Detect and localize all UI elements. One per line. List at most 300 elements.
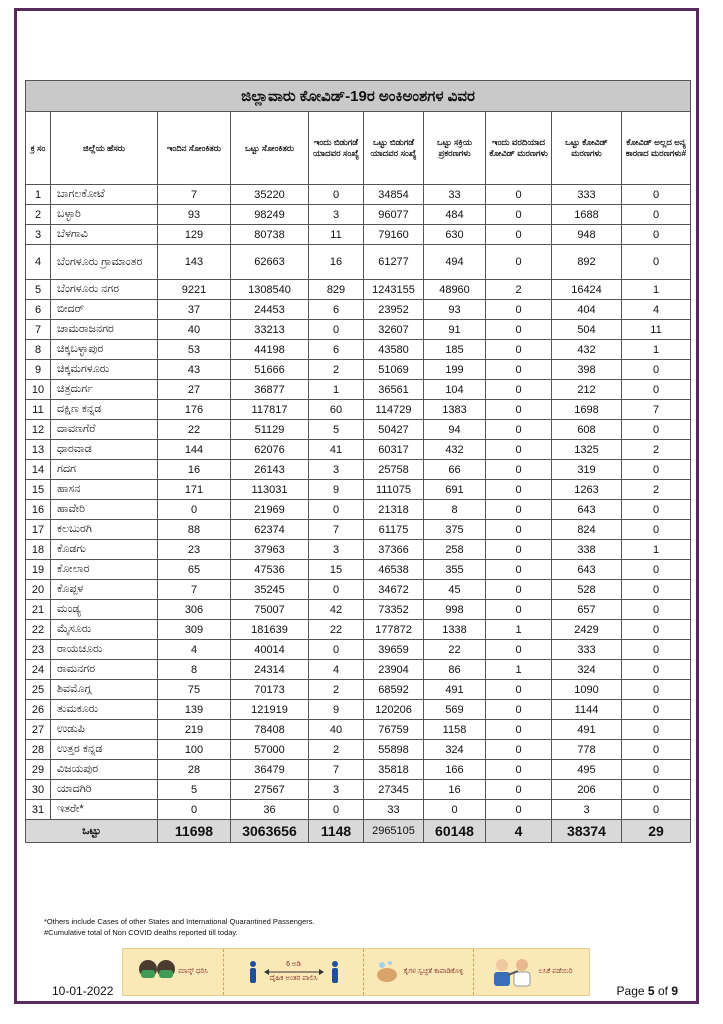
table-cell: 117817	[231, 400, 309, 420]
district-name-cell: ಕಲಬುರಗಿ	[51, 520, 158, 540]
table-cell: 0	[622, 680, 691, 700]
column-header: ಕೋವಿಡ್ ಅಲ್ಲದ ಅನ್ಯ ಕಾರಣದ ಮರಣಗಳು#	[622, 112, 691, 185]
table-cell: 62076	[231, 440, 309, 460]
table-cell: 33	[364, 800, 424, 820]
table-cell: 20	[26, 580, 51, 600]
table-cell: 1	[309, 380, 364, 400]
page-total: 9	[671, 984, 678, 998]
table-cell: 27	[158, 380, 231, 400]
table-cell: 26143	[231, 460, 309, 480]
distance-text: ದೈಹಿಕ ಅಂತರ ಪಾಲಿಸಿ	[269, 975, 318, 982]
table-cell: 28	[26, 740, 51, 760]
district-name-cell: ಯಾದಗಿರಿ	[51, 780, 158, 800]
table-cell: 0	[486, 520, 552, 540]
page-number	[617, 984, 678, 998]
table-cell: 3	[309, 780, 364, 800]
table-row	[26, 280, 691, 300]
table-cell: 1308540	[231, 280, 309, 300]
table-row	[26, 360, 691, 380]
table-cell: 0	[622, 740, 691, 760]
table-cell: 824	[552, 520, 622, 540]
table-cell: 7	[26, 320, 51, 340]
district-name-cell: ಬೆಳಗಾವಿ	[51, 225, 158, 245]
total-cell: 60148	[424, 820, 486, 843]
table-cell: 100	[158, 740, 231, 760]
district-name-cell: ಉಡುಪಿ	[51, 720, 158, 740]
table-cell: 9	[26, 360, 51, 380]
table-cell: 0	[309, 580, 364, 600]
table-cell: 50427	[364, 420, 424, 440]
table-cell: 23904	[364, 660, 424, 680]
table-cell: 40	[158, 320, 231, 340]
table-cell: 2	[26, 205, 51, 225]
district-name-cell: ರಾಮನಗರ	[51, 660, 158, 680]
table-cell: 4	[622, 300, 691, 320]
hands-text: ಕೈಗಳ ಸ್ವಚ್ಛತೆ ಕಾಪಾಡಿಕೊಳ್ಳಿ	[403, 968, 464, 975]
table-cell: 1263	[552, 480, 622, 500]
table-cell: 309	[158, 620, 231, 640]
column-header: ಕ್ರ ಸಂ	[26, 112, 51, 185]
table-cell: 0	[486, 460, 552, 480]
table-cell: 0	[486, 440, 552, 460]
table-cell: 93	[424, 300, 486, 320]
table-cell: 171	[158, 480, 231, 500]
table-row	[26, 520, 691, 540]
table-cell: 5	[26, 280, 51, 300]
district-name-cell: ಧಾರವಾಡ	[51, 440, 158, 460]
district-name-cell: ಹಾಸನ	[51, 480, 158, 500]
table-cell: 404	[552, 300, 622, 320]
table-cell: 21	[26, 600, 51, 620]
table-cell: 333	[552, 640, 622, 660]
table-cell: 3	[309, 205, 364, 225]
table-cell: 96077	[364, 205, 424, 225]
table-row	[26, 480, 691, 500]
district-name-cell: ವಿಜಯಪುರ	[51, 760, 158, 780]
table-cell: 40	[309, 720, 364, 740]
district-name-cell: ಚಿತ್ರದುರ್ಗ	[51, 380, 158, 400]
table-cell: 65	[158, 560, 231, 580]
person-icon	[330, 960, 340, 984]
table-cell: 3	[552, 800, 622, 820]
district-name-cell: ದಕ್ಷಿಣ ಕನ್ನಡ	[51, 400, 158, 420]
table-cell: 181639	[231, 620, 309, 640]
table-cell: 33213	[231, 320, 309, 340]
table-cell: 104	[424, 380, 486, 400]
table-cell: 8	[424, 500, 486, 520]
table-cell: 0	[486, 340, 552, 360]
column-header: ಇಂದು ಬಿಡುಗಡೆ ಯಾದವರ ಸಂಖ್ಯೆ	[309, 112, 364, 185]
table-cell: 643	[552, 560, 622, 580]
table-cell: 504	[552, 320, 622, 340]
table-cell: 0	[486, 320, 552, 340]
table-cell: 51069	[364, 360, 424, 380]
table-row	[26, 760, 691, 780]
table-cell: 51129	[231, 420, 309, 440]
table-cell: 333	[552, 185, 622, 205]
table-cell: 0	[622, 460, 691, 480]
table-cell: 0	[622, 620, 691, 640]
table-cell: 7	[622, 400, 691, 420]
table-body	[26, 185, 691, 820]
table-row	[26, 460, 691, 480]
table-cell: 0	[486, 680, 552, 700]
table-cell: 177872	[364, 620, 424, 640]
table-cell: 0	[486, 245, 552, 280]
table-cell: 355	[424, 560, 486, 580]
table-cell: 62374	[231, 520, 309, 540]
district-covid-table	[25, 80, 691, 843]
table-cell: 22	[424, 640, 486, 660]
table-cell: 26	[26, 700, 51, 720]
table-cell: 0	[486, 800, 552, 820]
table-cell: 630	[424, 225, 486, 245]
table-cell: 2	[309, 360, 364, 380]
table-cell: 2	[622, 440, 691, 460]
table-cell: 2	[486, 280, 552, 300]
table-row	[26, 245, 691, 280]
table-cell: 0	[486, 740, 552, 760]
table-cell: 0	[309, 320, 364, 340]
table-row	[26, 680, 691, 700]
column-header: ಒಟ್ಟು ಕೋವಿಡ್ ಮರಣಗಳು	[552, 112, 622, 185]
table-cell: 68592	[364, 680, 424, 700]
table-row	[26, 340, 691, 360]
table-cell: 62663	[231, 245, 309, 280]
table-cell: 0	[622, 700, 691, 720]
table-row	[26, 700, 691, 720]
table-cell: 29	[26, 760, 51, 780]
table-cell: 66	[424, 460, 486, 480]
table-cell: 185	[424, 340, 486, 360]
total-cell: 29	[622, 820, 691, 843]
table-cell: 24453	[231, 300, 309, 320]
table-cell: 27	[26, 720, 51, 740]
district-name-cell: ಬೆಂಗಳೂರು ನಗರ	[51, 280, 158, 300]
table-cell: 21318	[364, 500, 424, 520]
table-cell: 1243155	[364, 280, 424, 300]
table-cell: 32607	[364, 320, 424, 340]
table-cell: 0	[309, 500, 364, 520]
table-cell: 432	[424, 440, 486, 460]
table-cell: 0	[486, 700, 552, 720]
table-cell: 0	[424, 800, 486, 820]
table-cell: 0	[486, 380, 552, 400]
table-cell: 114729	[364, 400, 424, 420]
table-cell: 27345	[364, 780, 424, 800]
table-cell: 495	[552, 760, 622, 780]
table-cell: 8	[26, 340, 51, 360]
table-cell: 0	[622, 580, 691, 600]
table-cell: 9	[309, 700, 364, 720]
district-name-cell: ಚಿಕ್ಕಮಗಳೂರು	[51, 360, 158, 380]
district-name-cell: ರಾಯಚೂರು	[51, 640, 158, 660]
table-cell: 93	[158, 205, 231, 225]
table-cell: 40014	[231, 640, 309, 660]
table-cell: 7	[158, 580, 231, 600]
column-header: ಒಟ್ಟು ಸಕ್ರಿಯ ಪ್ರಕರಣಗಳು	[424, 112, 486, 185]
footnote-others: *Others include Cases of other States and International Quarantined Passengers.	[44, 917, 315, 926]
table-row	[26, 205, 691, 225]
table-cell: 9	[309, 480, 364, 500]
table-cell: 27567	[231, 780, 309, 800]
table-cell: 3	[26, 225, 51, 245]
table-cell: 0	[309, 185, 364, 205]
district-name-cell: ದಾವಣಗೆರೆ	[51, 420, 158, 440]
table-cell: 36877	[231, 380, 309, 400]
table-cell: 23	[26, 640, 51, 660]
table-cell: 0	[486, 580, 552, 600]
footnotes	[44, 916, 315, 938]
table-cell: 1698	[552, 400, 622, 420]
table-cell: 37963	[231, 540, 309, 560]
table-cell: 55898	[364, 740, 424, 760]
table-cell: 15	[26, 480, 51, 500]
table-cell: 36561	[364, 380, 424, 400]
table-cell: 16	[424, 780, 486, 800]
table-cell: 306	[158, 600, 231, 620]
table-cell: 25758	[364, 460, 424, 480]
table-cell: 21969	[231, 500, 309, 520]
table-cell: 0	[486, 300, 552, 320]
table-row	[26, 560, 691, 580]
table-row	[26, 400, 691, 420]
table-cell: 4	[309, 660, 364, 680]
table-cell: 42	[309, 600, 364, 620]
table-cell: 829	[309, 280, 364, 300]
table-cell: 0	[622, 640, 691, 660]
table-cell: 73352	[364, 600, 424, 620]
table-cell: 94	[424, 420, 486, 440]
table-cell: 43580	[364, 340, 424, 360]
table-cell: 37366	[364, 540, 424, 560]
table-cell: 1	[622, 540, 691, 560]
table-cell: 51666	[231, 360, 309, 380]
table-cell: 324	[552, 660, 622, 680]
table-cell: 60317	[364, 440, 424, 460]
table-cell: 494	[424, 245, 486, 280]
table-cell: 0	[486, 720, 552, 740]
district-name-cell: ಗದಗ	[51, 460, 158, 480]
table-cell: 778	[552, 740, 622, 760]
table-cell: 30	[26, 780, 51, 800]
table-cell: 15	[309, 560, 364, 580]
table-row	[26, 720, 691, 740]
table-cell: 39659	[364, 640, 424, 660]
table-cell: 324	[424, 740, 486, 760]
table-cell: 528	[552, 580, 622, 600]
table-cell: 0	[622, 245, 691, 280]
table-cell: 1090	[552, 680, 622, 700]
table-cell: 144	[158, 440, 231, 460]
table-cell: 398	[552, 360, 622, 380]
table-cell: 432	[552, 340, 622, 360]
table-cell: 16	[309, 245, 364, 280]
table-cell: 129	[158, 225, 231, 245]
table-cell: 25	[26, 680, 51, 700]
person-icon	[248, 960, 258, 984]
district-name-cell: ಮಂಡ್ಯ	[51, 600, 158, 620]
table-cell: 0	[622, 560, 691, 580]
table-cell: 998	[424, 600, 486, 620]
table-cell: 1	[622, 340, 691, 360]
district-name-cell: ಇತರೇ*	[51, 800, 158, 820]
table-cell: 0	[486, 640, 552, 660]
table-cell: 1383	[424, 400, 486, 420]
table-cell: 319	[552, 460, 622, 480]
table-cell: 0	[486, 420, 552, 440]
table-cell: 2429	[552, 620, 622, 640]
table-cell: 14	[26, 460, 51, 480]
table-cell: 176	[158, 400, 231, 420]
table-cell: 11	[309, 225, 364, 245]
header-row	[26, 112, 691, 185]
column-header: ಇಂದು ವರದಿಯಾದ ಕೋವಿಡ್ ಮರಣಗಳು	[486, 112, 552, 185]
table-cell: 0	[486, 780, 552, 800]
table-cell: 7	[158, 185, 231, 205]
column-header: ಒಟ್ಟು ಸೋಂಕಿತರು	[231, 112, 309, 185]
table-cell: 6	[309, 300, 364, 320]
table-cell: 9221	[158, 280, 231, 300]
table-cell: 1	[486, 620, 552, 640]
table-cell: 0	[622, 205, 691, 225]
district-name-cell: ಹಾವೇರಿ	[51, 500, 158, 520]
table-cell: 53	[158, 340, 231, 360]
mask-segment	[123, 949, 223, 995]
table-cell: 166	[424, 760, 486, 780]
table-cell: 0	[622, 760, 691, 780]
table-row	[26, 640, 691, 660]
table-cell: 0	[622, 500, 691, 520]
table-cell: 44198	[231, 340, 309, 360]
table-cell: 75007	[231, 600, 309, 620]
table-cell: 4	[158, 640, 231, 660]
table-row	[26, 420, 691, 440]
table-cell: 36479	[231, 760, 309, 780]
table-cell: 61175	[364, 520, 424, 540]
table-cell: 0	[622, 185, 691, 205]
table-cell: 6	[26, 300, 51, 320]
total-cell: 1148	[309, 820, 364, 843]
column-header: ಜಿಲ್ಲೆಯ ಹೆಸರು	[51, 112, 158, 185]
table-cell: 1	[26, 185, 51, 205]
table-cell: 6	[309, 340, 364, 360]
table-cell: 7	[309, 760, 364, 780]
table-cell: 199	[424, 360, 486, 380]
vaccine-text: ಲಸಿಕೆ ಪಡೆಯಿರಿ	[538, 968, 573, 975]
table-cell: 2	[309, 740, 364, 760]
district-name-cell: ತುಮಕೂರು	[51, 700, 158, 720]
total-cell: 11698	[158, 820, 231, 843]
table-cell: 5	[158, 780, 231, 800]
table-cell: 75	[158, 680, 231, 700]
table-cell: 0	[622, 600, 691, 620]
table-cell: 0	[622, 360, 691, 380]
table-cell: 8	[158, 660, 231, 680]
table-cell: 5	[309, 420, 364, 440]
table-cell: 36	[231, 800, 309, 820]
table-cell: 0	[309, 800, 364, 820]
table-cell: 76759	[364, 720, 424, 740]
table-cell: 47536	[231, 560, 309, 580]
table-cell: 0	[622, 380, 691, 400]
table-cell: 28	[158, 760, 231, 780]
table-cell: 206	[552, 780, 622, 800]
mask-text: ಮಾಸ್ಕ್ ಧರಿಸಿ	[178, 968, 208, 975]
table-cell: 1688	[552, 205, 622, 225]
table-cell: 608	[552, 420, 622, 440]
table-row	[26, 500, 691, 520]
table-title: ಜಿಲ್ಲಾವಾರು ಕೋವಿಡ್-19ರ ಅಂಕಿಅಂಶಗಳ ವಿವರ	[26, 81, 691, 112]
table-cell: 0	[486, 600, 552, 620]
table-cell: 338	[552, 540, 622, 560]
district-name-cell: ಕೋಲಾರ	[51, 560, 158, 580]
table-cell: 1144	[552, 700, 622, 720]
district-name-cell: ಬೀದರ್	[51, 300, 158, 320]
table-cell: 61277	[364, 245, 424, 280]
district-name-cell: ಉತ್ತರ ಕನ್ನಡ	[51, 740, 158, 760]
table-cell: 111075	[364, 480, 424, 500]
table-cell: 11	[622, 320, 691, 340]
table-cell: 43	[158, 360, 231, 380]
table-cell: 80738	[231, 225, 309, 245]
table-cell: 70173	[231, 680, 309, 700]
table-cell: 0	[622, 720, 691, 740]
footnote-cumulative: #Cumulative total of Non COVID deaths reported till today.	[44, 928, 238, 937]
district-name-cell: ಚಿಕ್ಕಬಳ್ಳಾಪುರ	[51, 340, 158, 360]
vaccination-icon	[490, 955, 534, 989]
table-row	[26, 225, 691, 245]
table-cell: 48960	[424, 280, 486, 300]
distance-segment	[223, 949, 363, 995]
table-row	[26, 320, 691, 340]
table-cell: 35818	[364, 760, 424, 780]
total-label: ಒಟ್ಟು	[26, 820, 158, 843]
table-cell: 11	[26, 400, 51, 420]
hands-segment	[363, 949, 473, 995]
table-cell: 1	[622, 280, 691, 300]
report-date: 10-01-2022	[52, 984, 114, 998]
table-cell: 33	[424, 185, 486, 205]
mask-face-icon	[136, 955, 176, 989]
table-cell: 0	[158, 800, 231, 820]
table-cell: 19	[26, 560, 51, 580]
table-cell: 219	[158, 720, 231, 740]
district-name-cell: ಬೆಂಗಳೂರು ಗ್ರಾಮಾಂತರ	[51, 245, 158, 280]
table-cell: 18	[26, 540, 51, 560]
table-cell: 258	[424, 540, 486, 560]
column-header: ಇಂದಿನ ಸೋಂಕಿತರು	[158, 112, 231, 185]
district-name-cell: ಬಳ್ಳಾರಿ	[51, 205, 158, 225]
table-cell: 491	[424, 680, 486, 700]
table-row	[26, 300, 691, 320]
table-cell: 691	[424, 480, 486, 500]
column-header: ಒಟ್ಟು ಬಿಡುಗಡೆ ಯಾದವರ ಸಂಖ್ಯೆ	[364, 112, 424, 185]
total-cell: 3063656	[231, 820, 309, 843]
table-cell: 23	[158, 540, 231, 560]
table-cell: 484	[424, 205, 486, 225]
table-cell: 0	[486, 560, 552, 580]
table-cell: 0	[622, 660, 691, 680]
table-cell: 60	[309, 400, 364, 420]
table-cell: 16	[158, 460, 231, 480]
district-name-cell: ಚಾಮರಾಜನಗರ	[51, 320, 158, 340]
table-cell: 0	[486, 360, 552, 380]
table-cell: 120206	[364, 700, 424, 720]
distance-value: 6 ಅಡಿ	[286, 961, 301, 968]
table-cell: 24	[26, 660, 51, 680]
table-cell: 892	[552, 245, 622, 280]
